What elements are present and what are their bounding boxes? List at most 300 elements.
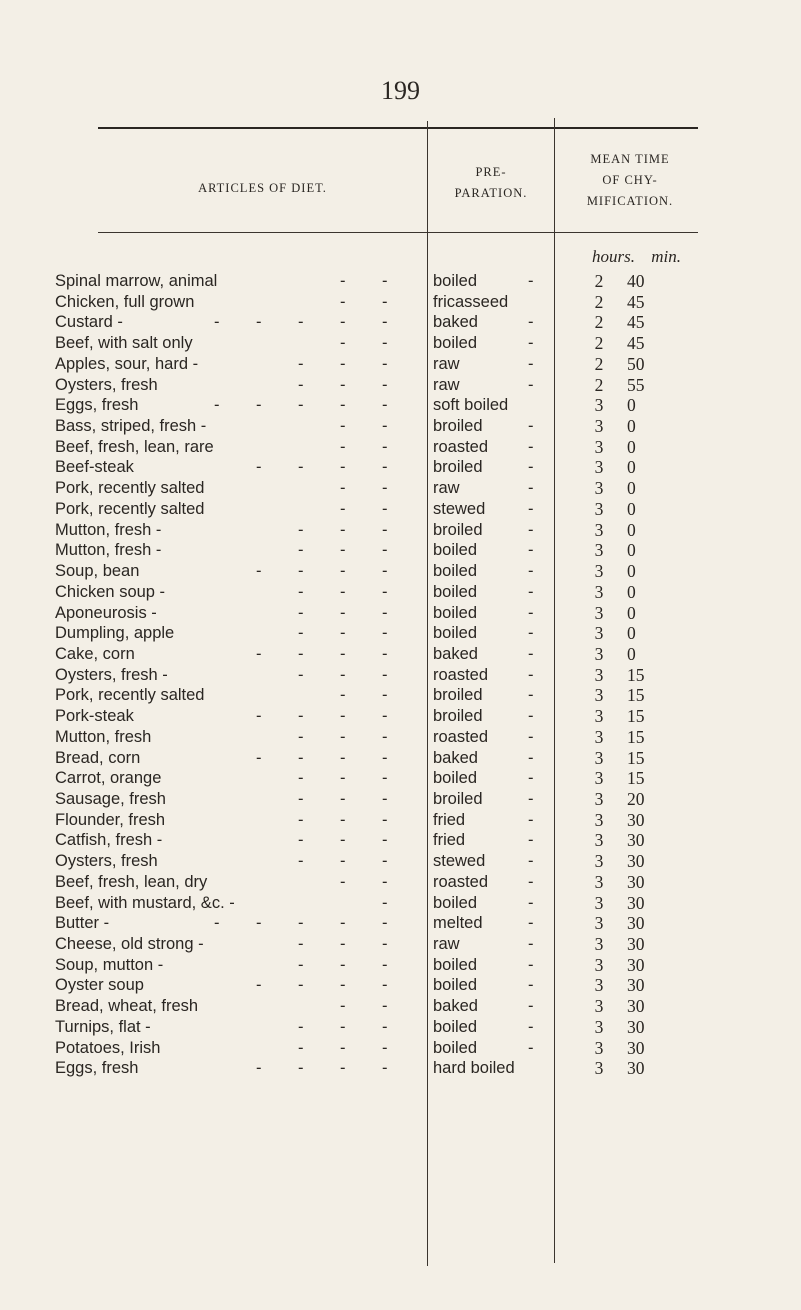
leader-dash: - — [256, 1059, 262, 1078]
preparation-cell: boiled — [433, 1038, 478, 1057]
preparation-cell: boiled — [433, 1017, 478, 1036]
leader-dash: - — [340, 872, 346, 891]
article-cell: Flounder, fresh — [55, 810, 166, 829]
leader-dash: - — [382, 272, 388, 290]
minutes-cell: 45 — [627, 312, 645, 333]
article-cell: Pork, recently salted — [55, 499, 205, 518]
leader-dash: - — [528, 644, 534, 663]
minutes-cell: 30 — [627, 1016, 645, 1037]
leader-dash: - — [340, 748, 346, 767]
leader-dash: - — [382, 313, 388, 332]
header-line: PRE- — [475, 165, 507, 179]
article-cell: Dumpling, apple — [55, 624, 175, 643]
units-row — [592, 247, 681, 267]
leader-dash: - — [298, 624, 304, 643]
minutes-cell: 15 — [627, 726, 645, 747]
leader-dash: - — [528, 789, 534, 808]
hours-cell: 3 — [594, 975, 604, 996]
article-cell: Mutton, fresh — [55, 727, 152, 746]
leader-dash: - — [528, 354, 534, 373]
article-cell: Pork-steak — [55, 707, 134, 726]
leader-dash: - — [298, 1038, 304, 1057]
leader-dash: - — [298, 520, 304, 539]
leader-dash: - — [382, 665, 388, 684]
minutes-cell: 30 — [627, 913, 645, 934]
header-rule — [98, 232, 427, 233]
leader-dash: - — [528, 458, 534, 477]
article-cell: Pork, recently salted — [55, 686, 205, 705]
leader-dash: - — [298, 748, 304, 767]
table-row — [0, 292, 801, 313]
leader-dash: - — [528, 375, 534, 394]
hours-cell: 3 — [594, 581, 604, 602]
leader-dash: - — [340, 914, 346, 933]
leader-dash: - — [340, 458, 346, 477]
leader-dash: - — [382, 458, 388, 477]
hours-cell: 3 — [594, 540, 604, 561]
minutes-cell: 15 — [627, 664, 645, 685]
article-cell: Aponeurosis - — [55, 603, 157, 622]
leader-dash: - — [214, 396, 220, 415]
table-row — [0, 395, 801, 416]
leader-dash: - — [528, 1017, 534, 1036]
leader-dash: - — [528, 582, 534, 601]
preparation-cell: hard boiled — [433, 1059, 515, 1078]
minutes-cell: 30 — [627, 1058, 645, 1079]
hours-cell: 2 — [594, 374, 604, 395]
leader-dash: - — [528, 893, 534, 912]
leader-dash: - — [256, 458, 262, 477]
leader-dash: - — [340, 375, 346, 394]
table-row — [0, 913, 801, 934]
preparation-cell: raw — [433, 354, 460, 373]
preparation-cell: broiled — [433, 458, 483, 477]
leader-dash: - — [382, 955, 388, 974]
leader-dash: - — [528, 272, 534, 290]
hours-cell: 3 — [594, 747, 604, 768]
hours-cell: 3 — [594, 809, 604, 830]
minutes-cell: 0 — [627, 581, 636, 602]
article-cell: Cheese, old strong - — [55, 935, 204, 953]
leader-dash: - — [382, 562, 388, 581]
minutes-cell: 15 — [627, 747, 645, 768]
leader-dash: - — [528, 748, 534, 767]
article-cell: Beef-steak — [55, 458, 134, 477]
table-row — [0, 706, 801, 727]
leader-dash: - — [256, 748, 262, 767]
leader-dash: - — [340, 935, 346, 953]
preparation-cell: baked — [433, 748, 478, 767]
table-row — [0, 333, 801, 354]
hours-cell: 2 — [594, 271, 604, 291]
leader-dash: - — [528, 810, 534, 829]
leader-dash: - — [528, 935, 534, 953]
leader-dash: - — [298, 562, 304, 581]
top-rule — [98, 127, 698, 129]
article-cell: Potatoes, Irish — [55, 1038, 161, 1057]
hours-cell: 2 — [594, 291, 604, 312]
leader-dash: - — [298, 396, 304, 415]
hours-cell: 3 — [594, 623, 604, 644]
leader-dash: - — [528, 707, 534, 726]
hours-cell: 3 — [594, 685, 604, 706]
table-row — [0, 810, 801, 831]
hours-cell: 3 — [594, 830, 604, 851]
hours-cell: 3 — [594, 706, 604, 727]
leader-dash: - — [382, 727, 388, 746]
table-row — [0, 748, 801, 769]
leader-dash: - — [340, 499, 346, 518]
preparation-cell: roasted — [433, 872, 489, 891]
leader-dash: - — [298, 1059, 304, 1078]
leader-dash: - — [298, 914, 304, 933]
header-line: PARATION. — [454, 186, 528, 200]
header-articles: ARTICLES OF DIET. — [198, 181, 327, 195]
hours-cell: 3 — [594, 1058, 604, 1079]
header-mean-time — [555, 149, 705, 212]
leader-dash: - — [256, 562, 262, 581]
preparation-cell: stewed — [433, 852, 486, 871]
leader-dash: - — [382, 603, 388, 622]
hours-cell: 3 — [594, 602, 604, 623]
leader-dash: - — [298, 644, 304, 663]
preparation-cell: boiled — [433, 769, 478, 788]
unit-hours: hours. — [592, 247, 635, 266]
table-row — [0, 1038, 801, 1059]
minutes-cell: 0 — [627, 540, 636, 561]
table-row — [0, 375, 801, 396]
table-row — [0, 540, 801, 561]
leader-dash: - — [340, 417, 346, 436]
leader-dash: - — [528, 955, 534, 974]
table-row — [0, 354, 801, 375]
leader-dash: - — [340, 1038, 346, 1057]
leader-dash: - — [340, 707, 346, 726]
article-cell: Eggs, fresh — [55, 1059, 139, 1078]
leader-dash: - — [298, 541, 304, 560]
hours-cell: 3 — [594, 395, 604, 416]
article-cell: Bread, wheat, fresh — [55, 997, 199, 1016]
leader-dash: - — [340, 479, 346, 498]
leader-dash: - — [298, 458, 304, 477]
article-cell: Soup, bean — [55, 562, 140, 581]
leader-dash: - — [298, 852, 304, 871]
preparation-cell: roasted — [433, 437, 489, 456]
minutes-cell: 15 — [627, 768, 645, 789]
minutes-cell: 50 — [627, 353, 645, 374]
preparation-cell: boiled — [433, 541, 478, 560]
header-line: MEAN TIME — [590, 152, 670, 166]
leader-dash: - — [528, 520, 534, 539]
article-cell: Custard - — [55, 313, 123, 332]
leader-dash: - — [340, 313, 346, 332]
table-row — [0, 312, 801, 333]
leader-dash: - — [298, 665, 304, 684]
preparation-cell: boiled — [433, 272, 478, 290]
table-row — [0, 685, 801, 706]
table-row — [0, 520, 801, 541]
hours-cell: 3 — [594, 498, 604, 519]
minutes-cell: 45 — [627, 291, 645, 312]
article-cell: Apples, sour, hard - — [55, 354, 199, 373]
article-cell: Beef, fresh, lean, dry — [55, 872, 208, 891]
table-row — [0, 1058, 801, 1079]
article-cell: Sausage, fresh — [55, 789, 166, 808]
leader-dash: - — [340, 769, 346, 788]
article-cell: Beef, fresh, lean, rare — [55, 437, 214, 456]
leader-dash: - — [298, 375, 304, 394]
article-cell: Beef, with mustard, &c. - — [55, 893, 235, 912]
minutes-cell: 30 — [627, 809, 645, 830]
table-row — [0, 955, 801, 976]
leader-dash: - — [340, 272, 346, 290]
table-row — [0, 830, 801, 851]
hours-cell: 3 — [594, 1016, 604, 1037]
leader-dash: - — [298, 955, 304, 974]
leader-dash: - — [256, 644, 262, 663]
preparation-cell: raw — [433, 935, 460, 953]
leader-dash: - — [340, 1059, 346, 1078]
leader-dash: - — [298, 727, 304, 746]
leader-dash: - — [340, 582, 346, 601]
article-cell: Butter - — [55, 914, 110, 933]
leader-dash: - — [528, 686, 534, 705]
article-cell: Chicken soup - — [55, 582, 166, 601]
minutes-cell: 30 — [627, 871, 645, 892]
article-cell: Spinal marrow, animal — [55, 272, 218, 290]
leader-dash: - — [528, 479, 534, 498]
leader-dash: - — [528, 541, 534, 560]
table-row — [0, 457, 801, 478]
article-cell: Mutton, fresh - — [55, 541, 162, 560]
table-row — [0, 561, 801, 582]
leader-dash: - — [382, 644, 388, 663]
minutes-cell: 15 — [627, 685, 645, 706]
hours-cell: 3 — [594, 934, 604, 954]
preparation-cell: roasted — [433, 727, 489, 746]
table-row — [0, 768, 801, 789]
hours-cell: 3 — [594, 643, 604, 664]
minutes-cell: 30 — [627, 934, 645, 954]
leader-dash: - — [528, 727, 534, 746]
leader-dash: - — [298, 354, 304, 373]
leader-dash: - — [528, 603, 534, 622]
leader-dash: - — [340, 686, 346, 705]
hours-cell: 3 — [594, 478, 604, 499]
article-cell: Catfish, fresh - — [55, 831, 163, 850]
minutes-cell: 30 — [627, 1037, 645, 1058]
leader-dash: - — [340, 955, 346, 974]
minutes-cell: 30 — [627, 830, 645, 851]
leader-dash: - — [382, 707, 388, 726]
leader-dash: - — [528, 976, 534, 995]
header-preparation — [428, 162, 554, 204]
leader-dash: - — [340, 437, 346, 456]
table-row — [0, 437, 801, 458]
leader-dash: - — [528, 417, 534, 436]
preparation-cell: broiled — [433, 707, 483, 726]
minutes-cell: 0 — [627, 416, 636, 437]
leader-dash: - — [298, 935, 304, 953]
leader-dash: - — [340, 665, 346, 684]
article-cell: Pork, recently salted — [55, 479, 205, 498]
table-row — [0, 582, 801, 603]
hours-cell: 3 — [594, 519, 604, 540]
hours-cell: 3 — [594, 954, 604, 975]
leader-dash: - — [340, 727, 346, 746]
preparation-cell: baked — [433, 644, 478, 663]
leader-dash: - — [256, 313, 262, 332]
leader-dash: - — [528, 852, 534, 871]
minutes-cell: 0 — [627, 623, 636, 644]
leader-dash: - — [298, 1017, 304, 1036]
table-row — [0, 975, 801, 996]
leader-dash: - — [382, 292, 388, 311]
leader-dash: - — [298, 603, 304, 622]
leader-dash: - — [382, 872, 388, 891]
hours-cell: 3 — [594, 726, 604, 747]
preparation-cell: boiled — [433, 562, 478, 581]
leader-dash: - — [528, 769, 534, 788]
table-body — [0, 271, 801, 1079]
article-cell: Mutton, fresh - — [55, 520, 162, 539]
article-cell: Chicken, full grown — [55, 292, 195, 311]
leader-dash: - — [256, 914, 262, 933]
table-row — [0, 623, 801, 644]
table-row — [0, 727, 801, 748]
article-cell: Oysters, fresh - — [55, 665, 168, 684]
table-row — [0, 851, 801, 872]
leader-dash: - — [528, 872, 534, 891]
hours-cell: 3 — [594, 788, 604, 809]
preparation-cell: fricasseed — [433, 292, 509, 311]
minutes-cell: 45 — [627, 333, 645, 354]
leader-dash: - — [528, 831, 534, 850]
leader-dash: - — [340, 603, 346, 622]
header-line: OF CHY- — [602, 173, 658, 187]
minutes-cell: 0 — [627, 457, 636, 478]
table-row — [0, 499, 801, 520]
leader-dash: - — [340, 520, 346, 539]
minutes-cell: 30 — [627, 996, 645, 1017]
leader-dash: - — [382, 520, 388, 539]
minutes-cell: 0 — [627, 478, 636, 499]
minutes-cell: 0 — [627, 561, 636, 582]
minutes-cell: 30 — [627, 954, 645, 975]
leader-dash: - — [340, 334, 346, 353]
leader-dash: - — [340, 354, 346, 373]
preparation-cell: boiled — [433, 582, 478, 601]
leader-dash: - — [382, 810, 388, 829]
leader-dash: - — [382, 624, 388, 643]
leader-dash: - — [340, 789, 346, 808]
preparation-cell: broiled — [433, 417, 483, 436]
article-cell: Cake, corn — [55, 644, 135, 663]
leader-dash: - — [528, 1038, 534, 1057]
table-row — [0, 1017, 801, 1038]
table-row — [0, 872, 801, 893]
hours-cell: 3 — [594, 892, 604, 913]
preparation-cell: stewed — [433, 499, 486, 518]
leader-dash: - — [382, 334, 388, 353]
leader-dash: - — [340, 396, 346, 415]
leader-dash: - — [382, 1059, 388, 1078]
preparation-cell: baked — [433, 313, 478, 332]
leader-dash: - — [214, 914, 220, 933]
hours-cell: 3 — [594, 561, 604, 582]
leader-dash: - — [528, 997, 534, 1016]
leader-dash: - — [382, 831, 388, 850]
preparation-cell: fried — [433, 831, 466, 850]
header-line: MIFICATION. — [586, 194, 674, 208]
table-row — [0, 603, 801, 624]
hours-cell: 2 — [594, 333, 604, 354]
article-cell: Turnips, flat - — [55, 1017, 151, 1036]
leader-dash: - — [340, 624, 346, 643]
leader-dash: - — [382, 582, 388, 601]
leader-dash: - — [298, 707, 304, 726]
minutes-cell: 0 — [627, 643, 636, 664]
article-cell: Soup, mutton - — [55, 955, 164, 974]
hours-cell: 3 — [594, 457, 604, 478]
table-row — [0, 416, 801, 437]
article-cell: Oysters, fresh — [55, 375, 158, 394]
hours-cell: 2 — [594, 312, 604, 333]
hours-cell: 3 — [594, 871, 604, 892]
leader-dash: - — [256, 707, 262, 726]
table-row — [0, 665, 801, 686]
leader-dash: - — [382, 935, 388, 953]
hours-cell: 3 — [594, 664, 604, 685]
table-row — [0, 893, 801, 914]
leader-dash: - — [340, 976, 346, 995]
article-cell: Bass, striped, fresh - — [55, 417, 207, 436]
minutes-cell: 20 — [627, 788, 645, 809]
leader-dash: - — [528, 437, 534, 456]
preparation-cell: broiled — [433, 686, 483, 705]
header-rule — [428, 232, 554, 233]
article-cell: Beef, with salt only — [55, 334, 193, 353]
leader-dash: - — [382, 789, 388, 808]
leader-dash: - — [382, 437, 388, 456]
table-row — [0, 271, 801, 292]
minutes-cell: 0 — [627, 519, 636, 540]
leader-dash: - — [340, 292, 346, 311]
minutes-cell: 30 — [627, 851, 645, 872]
table-row — [0, 478, 801, 499]
hours-cell: 3 — [594, 436, 604, 457]
leader-dash: - — [340, 1017, 346, 1036]
hours-cell: 3 — [594, 913, 604, 934]
preparation-cell: melted — [433, 914, 483, 933]
table-row — [0, 789, 801, 810]
hours-cell: 3 — [594, 768, 604, 789]
leader-dash: - — [382, 499, 388, 518]
article-cell: Oyster soup — [55, 976, 144, 995]
minutes-cell: 30 — [627, 975, 645, 996]
article-cell: Bread, corn — [55, 748, 141, 767]
unit-min: min. — [651, 247, 681, 266]
leader-dash: - — [340, 810, 346, 829]
leader-dash: - — [382, 479, 388, 498]
leader-dash: - — [382, 396, 388, 415]
preparation-cell: baked — [433, 997, 478, 1016]
minutes-cell: 30 — [627, 892, 645, 913]
leader-dash: - — [382, 914, 388, 933]
preparation-cell: boiled — [433, 955, 478, 974]
leader-dash: - — [298, 976, 304, 995]
hours-cell: 3 — [594, 416, 604, 437]
